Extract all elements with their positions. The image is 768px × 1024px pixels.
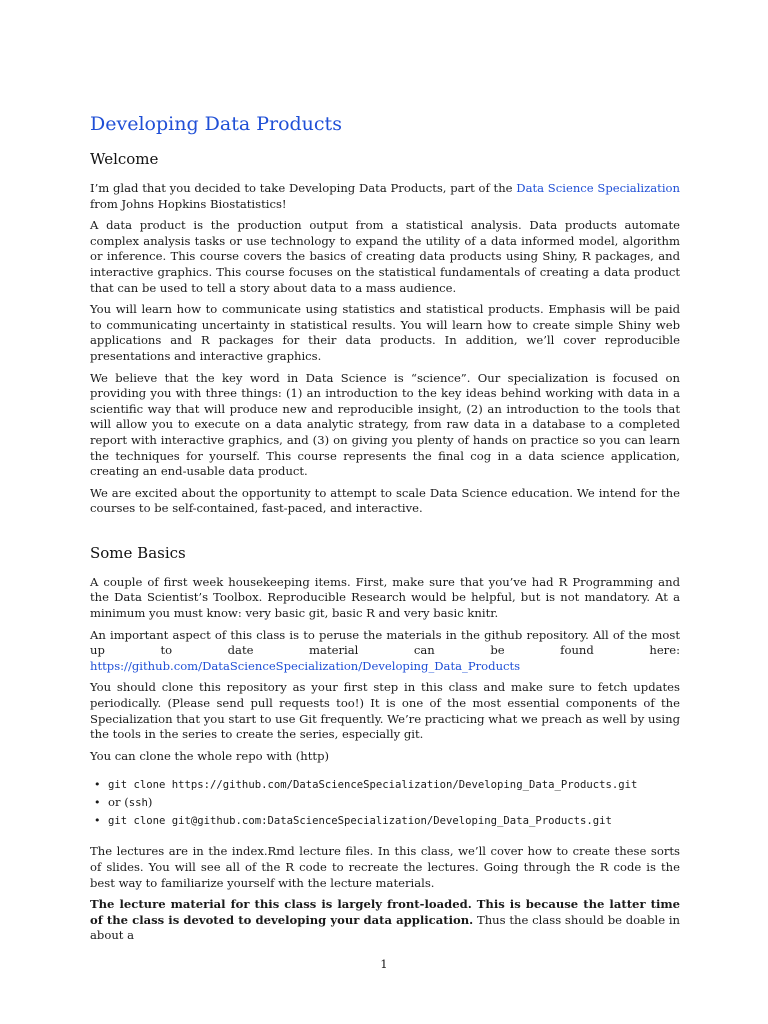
data-science-specialization-link[interactable]: Data Science Specialization	[516, 181, 680, 195]
close-paren-text: )	[147, 795, 153, 810]
basics-paragraph-2	[90, 628, 680, 675]
front-loaded-bold-text: The lecture material for this class is largely front-loaded. This is because the latter time of the class is devoted to developing your data application.	[90, 897, 680, 927]
page-number: 1	[380, 957, 388, 971]
basics-paragraph-4: You can clone the whole repo with (http)	[90, 748, 330, 763]
basics-paragraph-6	[90, 897, 680, 944]
ssh-code: ssh	[128, 797, 148, 810]
basics-section	[90, 543, 680, 944]
welcome-paragraph-2: A data product is the production output from a statistical analysis. Data products automate complex analysis tasks or use technology to expand the utility of a data informed model, algorithm or inference. This course covers the basics of creating data products using Shiny, R packages, and interactive graphics. This course focuses on the statistical fundamentals of creating a data product that can be used to tell a story about data to a mass audience.	[90, 218, 680, 295]
welcome-section	[90, 149, 680, 517]
welcome-paragraph-3: You will learn how to communicate using statistics and statistical products. Emphasis will be paid to communicating uncertainty in statistical results. You will learn how to create simple Shiny web applications and R packages for their data products. In addition, we’ll cover reproducible presentations and interactive graphics.	[90, 302, 680, 363]
clone-commands-list	[90, 776, 680, 830]
list-item	[108, 776, 680, 794]
document-title: Developing Data Products	[90, 113, 342, 135]
github-repo-link[interactable]: https://github.com/DataScienceSpecialization/Developing_Data_Products	[90, 658, 521, 673]
http-clone-command: git clone https://github.com/DataScienceSpecialization/Developing_Data_Products.git	[108, 779, 638, 792]
basics-p2-text: An important aspect of this class is to peruse the materials in the github repository. All of the most up to date material can be found here:	[90, 627, 680, 658]
list-item	[108, 794, 680, 812]
basics-heading: Some Basics	[90, 543, 186, 562]
welcome-paragraph-4: We believe that the key word in Data Science is “science”. Our specialization is focused on providing you with three things: (1) an introduction to the key ideas behind working with data in a scientific way that will produce new and reproducible insight, (2) an introduction to the tools that will allow you to execute on a data analytic strategy, from raw data in a database to a completed report with interactive graphics, and (3) on giving you plenty of hands on practice so you can learn the techniques for yourself. This course represents the final cog in a data science application, creating an end-usable data product.	[90, 370, 680, 479]
basics-p6-text: Thus the class should be doable in about a	[90, 912, 681, 943]
welcome-heading: Welcome	[90, 150, 159, 168]
welcome-paragraph-1	[90, 181, 680, 212]
welcome-p1-text-start: I’m glad that you decided to take Developing Data Products, part of the	[90, 181, 517, 195]
list-item	[108, 812, 680, 830]
document-body	[90, 112, 680, 950]
basics-paragraph-1: A couple of first week housekeeping items. First, make sure that you’ve had R Programming and the Data Scientist’s Toolbox. Reproducible Research would be helpful, but is not mandatory. At a minimum you must know: very basic git, basic R and very basic knitr.	[90, 574, 680, 621]
basics-paragraph-5: The lectures are in the index.Rmd lecture files. In this class, we’ll cover how to create these sorts of slides. You will see all of the R code to recreate the lectures. Going through the R code is the best way to familiarize yourself with the lecture materials.	[90, 844, 680, 890]
welcome-p1-text-end: from Johns Hopkins Biostatistics!	[90, 196, 287, 211]
ssh-clone-command: git clone git@github.com:DataScienceSpecialization/Developing_Data_Products.git	[108, 815, 612, 828]
welcome-paragraph-5: We are excited about the opportunity to attempt to scale Data Science education. We intend for the courses to be self-contained, fast-paced, and interactive.	[90, 485, 680, 516]
basics-paragraph-3: You should clone this repository as your first step in this class and make sure to fetch updates periodically. (Please send pull requests too!) It is one of the most essential components of the Specialization that you start to use Git frequently. We’re practicing what we preach as well by using the tools in the series to create the series, especially git.	[90, 680, 680, 742]
or-text: or (	[108, 795, 129, 810]
